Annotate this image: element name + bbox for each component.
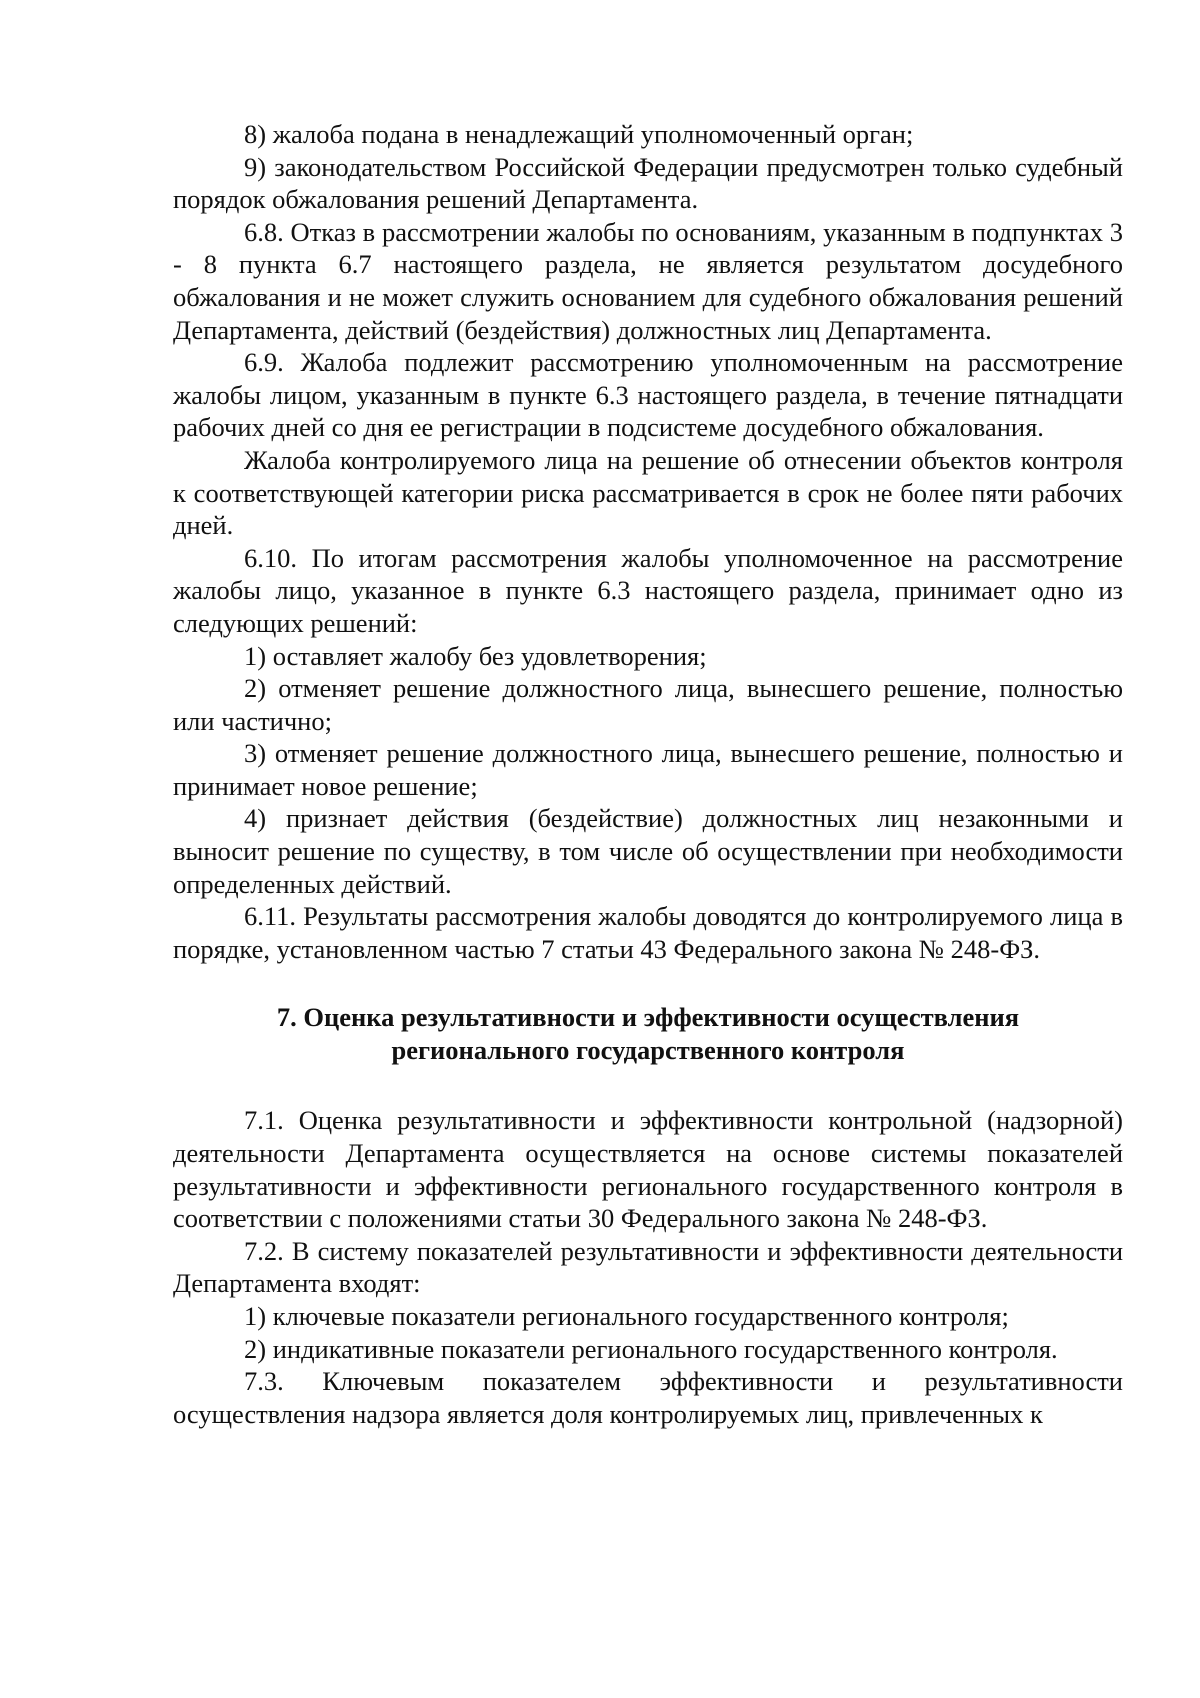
paragraph-item-9: 9) законодательством Российской Федерации предусмотрен только судебный порядок обжалования решений Департамента. xyxy=(173,151,1123,215)
section-heading xyxy=(173,1001,1123,1067)
spacer xyxy=(173,1067,1123,1104)
paragraph-decision-3: 3) отменяет решение должностного лица, вынесшего решение, полностью и принимает новое решение; xyxy=(173,738,1123,801)
paragraph-6-9: 6.9. Жалоба подлежит рассмотрению уполномоченным на рассмотрение жалобы лицом, указанным в пункте 6.3 настоящего раздела, в течение пятнадцати рабочих дней со дня ее регистрации в подсистеме досудебного обжалования. xyxy=(173,347,1123,443)
paragraph-item-8: 8) жалоба подана в ненадлежащий уполномоченный орган; xyxy=(244,119,914,149)
paragraph-7-3: 7.3. Ключевым показателем эффективности и результативности осуществления надзора является доля контролируемых лиц, привлеченных к xyxy=(173,1366,1123,1429)
document-body xyxy=(173,118,1123,1430)
paragraph-indicator-2: 2) индикативные показатели регионального государственного контроля. xyxy=(244,1333,1058,1364)
paragraph-7-1: 7.1. Оценка результативности и эффективности контрольной (надзорной) деятельности Департамента осуществляется на основе системы показателей результативности и эффективности регионального государственного контроля в соответствии с положениями статьи 30 Федерального закона № 248-ФЗ. xyxy=(173,1105,1123,1234)
paragraph-6-9-risk: Жалоба контролируемого лица на решение об отнесении объектов контроля к соответствующей категории риска рассматривается в срок не более пяти рабочих дней. xyxy=(173,444,1123,541)
section-heading-line-1: 7. Оценка результативности и эффективности осуществления xyxy=(276,1002,1020,1033)
section-heading-line-2: регионального государственного контроля xyxy=(391,1035,905,1066)
spacer xyxy=(173,965,1123,1001)
paragraph-7-2: 7.2. В систему показателей результативности и эффективности деятельности Департамента входят: xyxy=(173,1235,1123,1299)
paragraph-indicator-1: 1) ключевые показатели регионального государственного контроля; xyxy=(244,1301,1009,1331)
paragraph-decision-1: 1) оставляет жалобу без удовлетворения; xyxy=(244,640,707,671)
paragraph-6-10: 6.10. По итогам рассмотрения жалобы уполномоченное на рассмотрение жалобы лицо, указанное в пункте 6.3 настоящего раздела, принимает одно из следующих решений: xyxy=(173,542,1123,638)
paragraph-6-8: 6.8. Отказ в рассмотрении жалобы по основаниям, указанным в подпунктах 3 - 8 пункта 6.7 настоящего раздела, не является результатом досудебного обжалования и не может служить основанием для судебного обжалования решений Департамента, действий (бездействия) должностных лиц Департамента. xyxy=(173,216,1123,345)
paragraph-decision-4: 4) признает действия (бездействие) должностных лиц незаконными и выносит решение по существу, в том числе об осуществлении при необходимости определенных действий. xyxy=(173,803,1123,899)
paragraph-6-11: 6.11. Результаты рассмотрения жалобы доводятся до контролируемого лица в порядке, установленном частью 7 статьи 43 Федерального закона № 248-ФЗ. xyxy=(173,901,1123,964)
paragraph-decision-2: 2) отменяет решение должностного лица, вынесшего решение, полностью или частично; xyxy=(173,673,1123,736)
